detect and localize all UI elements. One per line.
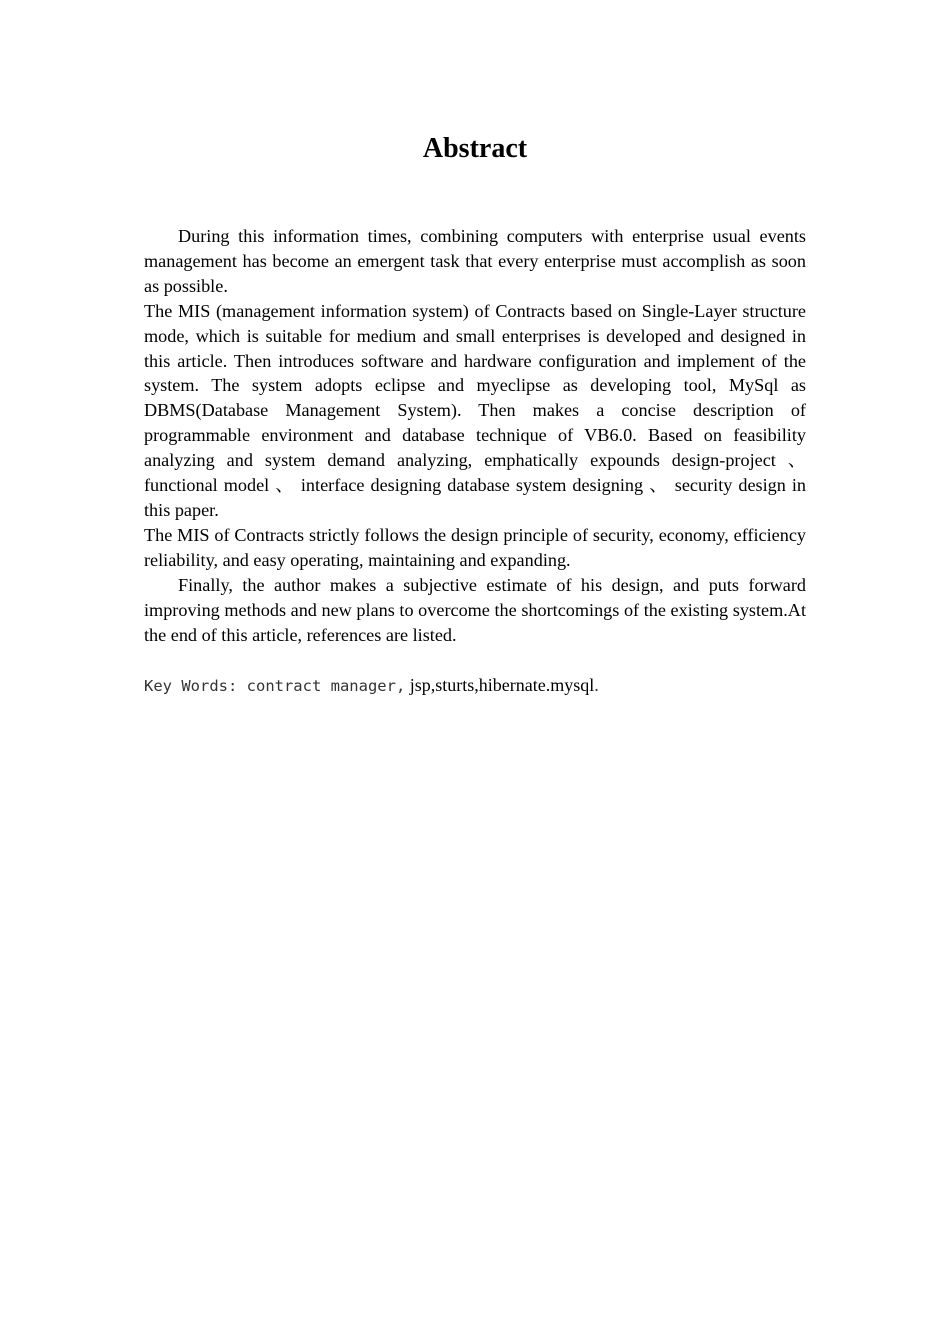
abstract-paragraph-1: During this information times, combining computers with enterprise usual events management has become an emergent task that every enterprise must accomplish as soon as possible. [144, 226, 806, 296]
keywords-line [144, 673, 806, 699]
abstract-paragraph-4: Finally, the author makes a subjective estimate of his design, and puts forward improving methods and new plans to overcome the shortcomings of the existing system.At the end of this article, references are listed. [144, 574, 806, 645]
page-title: Abstract [422, 133, 528, 164]
abstract-paragraph-2: The MIS (management information system) of Contracts based on Single-Layer structure mode, which is suitable for medium and small enterprises is developed and designed in this article. Then introduces software and hardware configuration and implement of the system. The system adopts eclipse and myeclipse as developing tool, MySql as DBMS(Database Management System). Then makes a concise description of programmable environment and database technique of VB6.0. Based on feasibility analyzing and system demand analyzing, emphatically expounds design-project 、 functional model 、 interface designing database system designing 、 security design in this paper. [144, 300, 806, 520]
keywords-tail: . [594, 675, 599, 695]
keywords-values: jsp,sturts,hibernate.mysql [405, 675, 595, 695]
abstract-paragraph-3: The MIS of Contracts strictly follows the design principle of security, economy, efficiency reliability, and easy operating, maintaining and expanding. [144, 524, 806, 570]
abstract-body [144, 224, 806, 647]
keywords-label: Key Words: contract manager, [144, 677, 406, 695]
